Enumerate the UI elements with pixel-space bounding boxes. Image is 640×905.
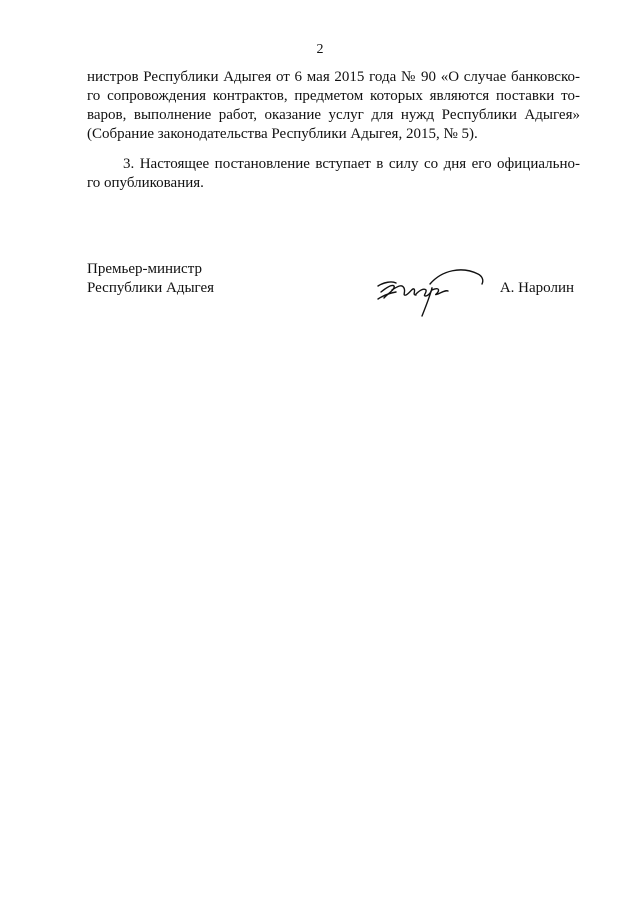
text-line: го опубликования. xyxy=(87,175,204,191)
text-line: нистров Республики Адыгея от 6 мая 2015 года № 90 «О случае банковско- xyxy=(87,69,580,85)
text-line: го сопровождения контрактов, предметом которых являются поставки то- xyxy=(87,88,580,104)
text-line: варов, выполнение работ, оказание услуг для нужд Республики Адыгея» xyxy=(87,107,580,123)
signatory-name: А. Наролин xyxy=(499,280,574,296)
text-line: 3. Настоящее постановление вступает в силу со дня его официально- xyxy=(123,156,580,172)
signatory-title-line: Республики Адыгея xyxy=(87,280,215,296)
signatory-title-line: Премьер-министр xyxy=(87,261,202,277)
text-line: (Собрание законодательства Республики Адыгея, 2015, № 5). xyxy=(87,126,478,142)
signatory-title xyxy=(87,260,214,298)
item-3-paragraph xyxy=(87,155,580,193)
continuation-paragraph xyxy=(87,68,580,144)
page-number: 2 xyxy=(316,42,324,57)
handwritten-signature xyxy=(372,262,490,320)
